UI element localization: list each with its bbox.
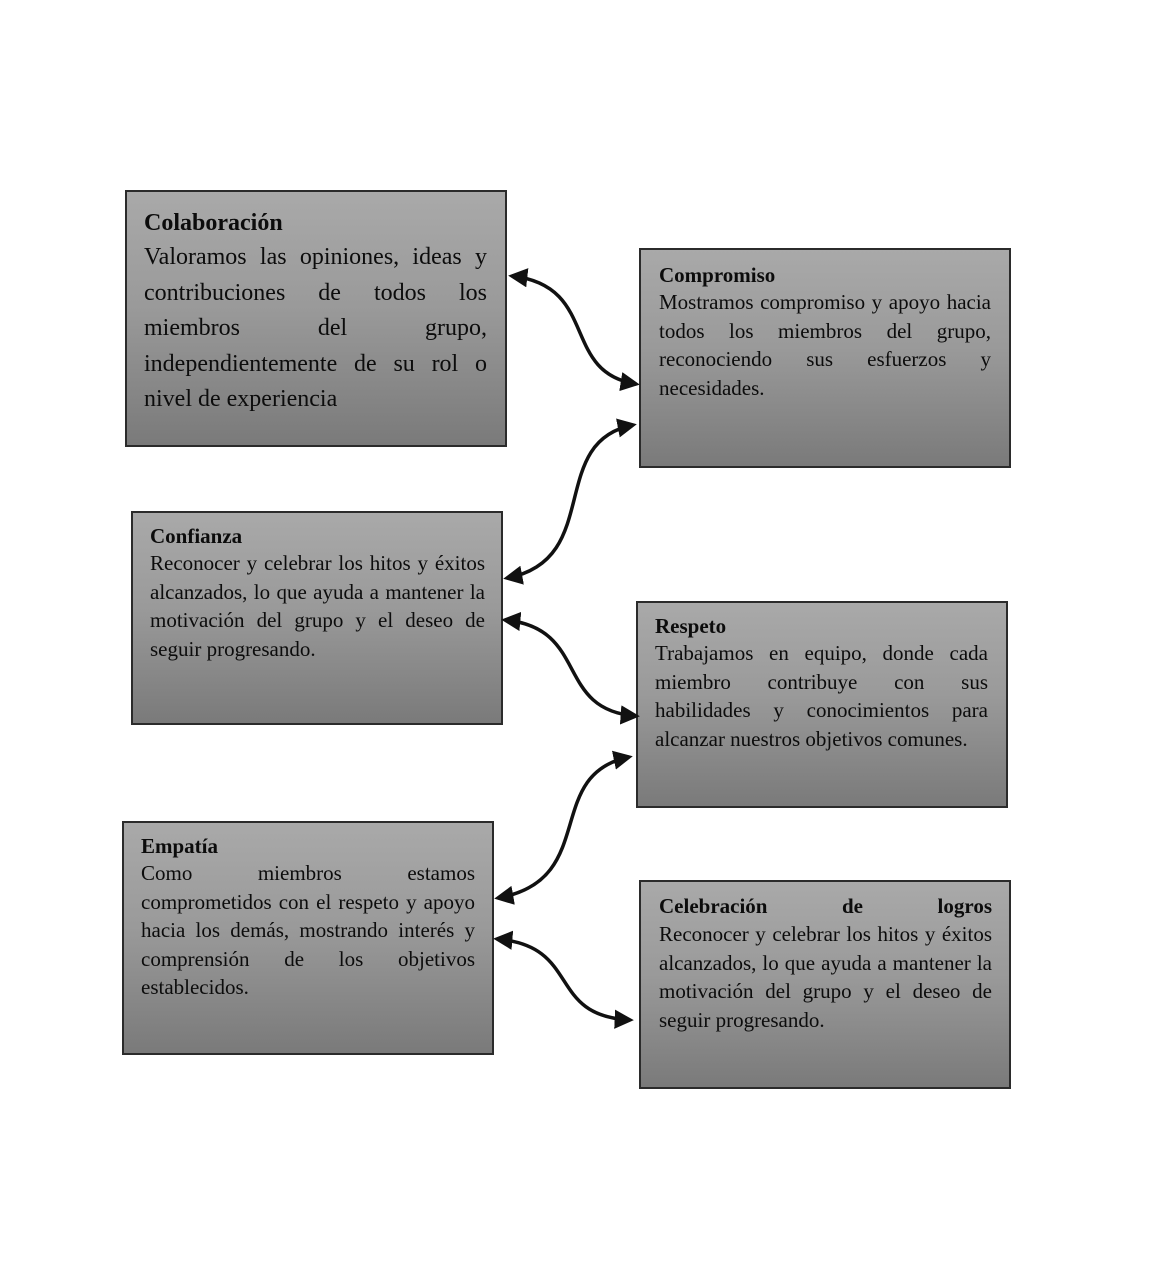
- box-respeto: [636, 601, 1008, 808]
- box-celebracion-text: Reconocer y celebrar los hitos y éxitos alcanzados, lo que ayuda a mantener la motivación del grupo y el deseo de seguir progresando.: [659, 922, 992, 1032]
- box-empatia-title: Empatía: [141, 834, 219, 858]
- arrow-compromiso-confianza: [507, 425, 633, 578]
- box-colaboracion-text: Valoramos las opiniones, ideas y contribuciones de todos los miembros del grupo, independientemente de su rol o nivel de experiencia: [144, 244, 487, 412]
- box-compromiso-title: Compromiso: [659, 263, 776, 287]
- box-respeto-text: Trabajamos en equipo, donde cada miembro contribuye con sus habilidades y conocimientos para alcanzar nuestros objetivos comunes.: [655, 641, 988, 751]
- box-respeto-title: Respeto: [655, 614, 727, 638]
- box-confianza-title: Confianza: [150, 524, 243, 548]
- box-celebracion-title: Celebración de logros: [659, 894, 992, 918]
- box-compromiso: [639, 248, 1011, 468]
- box-compromiso-text: Mostramos compromiso y apoyo hacia todos los miembros del grupo, reconociendo sus esfuerzos y necesidades.: [659, 290, 991, 400]
- box-colaboracion-title: Colaboración: [144, 210, 283, 236]
- box-empatia-text: Como miembros estamos comprometidos con el respeto y apoyo hacia los demás, mostrando interés y comprensión de los objetivos establecidos.: [141, 861, 475, 999]
- arrow-respeto-empatia: [498, 757, 629, 898]
- arrow-confianza-respeto: [505, 620, 636, 716]
- arrow-empatia-celebracion: [497, 939, 630, 1020]
- box-confianza: [131, 511, 503, 725]
- box-celebracion: [639, 880, 1011, 1089]
- box-confianza-text: Reconocer y celebrar los hitos y éxitos alcanzados, lo que ayuda a mantener la motivación del grupo y el deseo de seguir progresando.: [150, 551, 485, 661]
- box-colaboracion: [125, 190, 507, 447]
- box-empatia: [122, 821, 494, 1055]
- arrow-colaboracion-compromiso: [512, 276, 636, 384]
